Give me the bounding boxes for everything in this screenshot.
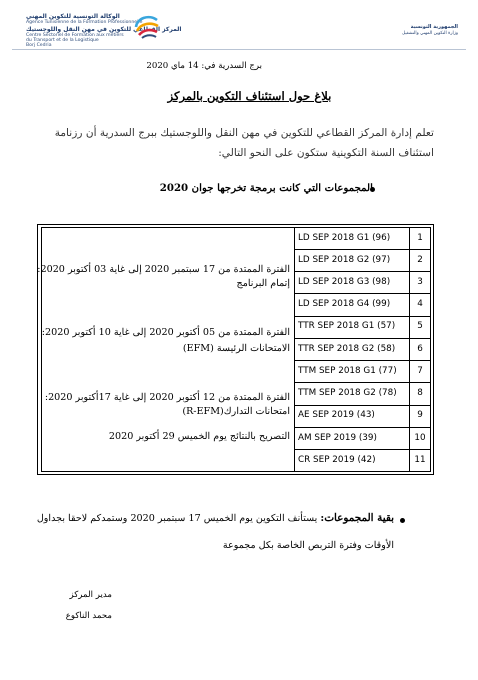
schedule-note-detail: إتمام البرنامج bbox=[236, 278, 290, 289]
group-code: LD SEP 2018 G4 (99) bbox=[298, 299, 391, 309]
table-column-divider bbox=[294, 227, 295, 472]
schedule-note: التصريح بالنتائج يوم الخميس 29 أكتوبر 2020 bbox=[108, 431, 290, 442]
group-code: AM SEP 2019 (39) bbox=[298, 433, 377, 443]
schedule-note: الفترة الممتدة من 17 سبتمبر 2020 إلى غاية 03 أكتوبر 2020: bbox=[37, 264, 290, 275]
document-title: بلاغ حول استئناف التكوين بالمركز bbox=[167, 89, 332, 103]
center-logo bbox=[26, 10, 236, 50]
logo-line-6: Borj Cedria bbox=[26, 43, 52, 48]
table-row-divider bbox=[294, 316, 431, 317]
ministry-line-1: الجمهورية التونسية bbox=[410, 24, 458, 30]
ministry-header bbox=[380, 24, 458, 36]
logo-line-1: الوكالة التونسية للتكوين المهني bbox=[26, 13, 120, 20]
logo-line-2: Agence Tunisienne de la Formation Professionnelle bbox=[26, 20, 143, 25]
table-row-divider bbox=[294, 338, 431, 339]
schedule-note-detail: الامتحانات الرئيسة (EFM) bbox=[182, 343, 290, 354]
rest-groups-line-2: الأوقات وفترة التربص الخاصة بكل مجموعة bbox=[222, 540, 394, 551]
section-heading: المجموعات التي كانت برمجة تخرجها جوان 2020 bbox=[159, 182, 373, 194]
rest-groups-label: بقية المجموعات: bbox=[320, 512, 394, 524]
row-number: 10 bbox=[414, 433, 426, 443]
rest-groups-line bbox=[36, 512, 394, 524]
group-code: LD SEP 2018 G3 (98) bbox=[298, 277, 391, 287]
logo-line-4: Centre Sectoriel de Formation aux métiers bbox=[26, 33, 124, 38]
group-code: AE SEP 2019 (43) bbox=[298, 410, 375, 420]
row-number: 8 bbox=[417, 388, 423, 398]
row-number: 5 bbox=[417, 321, 423, 331]
logo-line-3: المركز القطاعي للتكوين في مهن النقل واللوجستيك bbox=[26, 26, 182, 33]
group-code: LD SEP 2018 G1 (96) bbox=[298, 233, 391, 243]
intro-line-2: استئناف السنة التكوينية ستكون على النحو التالي: bbox=[218, 147, 434, 159]
header-divider bbox=[12, 49, 466, 50]
table-row-divider bbox=[294, 293, 431, 294]
swirl-logo-icon bbox=[133, 12, 161, 40]
group-code: CR SEP 2019 (42) bbox=[298, 455, 376, 465]
group-code: TTM SEP 2018 G1 (77) bbox=[298, 366, 397, 376]
group-code: TTR SEP 2018 G2 (58) bbox=[298, 344, 396, 354]
date-line: برج السدرية في: 14 ماي 2020 bbox=[146, 61, 262, 71]
group-code: TTR SEP 2018 G1 (57) bbox=[298, 321, 396, 331]
intro-line-1: تعلم إدارة المركز القطاعي للتكوين في مهن النقل واللوجستيك ببرج السدرية أن رزنامة bbox=[54, 127, 434, 139]
table-row-divider bbox=[294, 249, 431, 250]
bullet-icon bbox=[400, 518, 405, 523]
row-number: 1 bbox=[417, 233, 423, 243]
row-number: 7 bbox=[417, 366, 423, 376]
row-number: 3 bbox=[417, 277, 423, 287]
table-row-divider bbox=[294, 427, 431, 428]
table-row-divider bbox=[294, 271, 431, 272]
schedule-note: الفترة الممتدة من 12 أكتوبر 2020 إلى غاية 17أكتوبر 2020: bbox=[44, 392, 290, 403]
row-number: 11 bbox=[414, 455, 426, 465]
table-row-divider bbox=[294, 360, 431, 361]
ministry-line-2: وزارة التكوين المهني والتشغيل bbox=[402, 31, 458, 36]
table-row-divider bbox=[294, 405, 431, 406]
schedule-note-detail: امتحانات التدارك(R-EFM) bbox=[182, 406, 290, 417]
logo-line-5: du Transport et de la Logistique bbox=[26, 38, 99, 43]
group-code: LD SEP 2018 G2 (97) bbox=[298, 255, 391, 265]
group-code: TTM SEP 2018 G2 (78) bbox=[298, 388, 397, 398]
row-number: 9 bbox=[417, 410, 423, 420]
table-row-divider bbox=[294, 449, 431, 450]
rest-groups-text: يستأنف التكوين يوم الخميس 17 سبتمبر 2020 وستمدكم لاحقا بجداول bbox=[36, 513, 318, 524]
row-number: 4 bbox=[417, 299, 423, 309]
table-row-divider bbox=[294, 382, 431, 383]
schedule-note: الفترة الممتدة من 05 أكتوبر 2020 إلى غاية 10 أكتوبر 2020: bbox=[41, 327, 290, 338]
row-number: 2 bbox=[417, 255, 423, 265]
row-number: 6 bbox=[417, 344, 423, 354]
director-title: مدير المركز bbox=[69, 590, 112, 600]
director-name: محمد الناكوع bbox=[65, 611, 112, 621]
